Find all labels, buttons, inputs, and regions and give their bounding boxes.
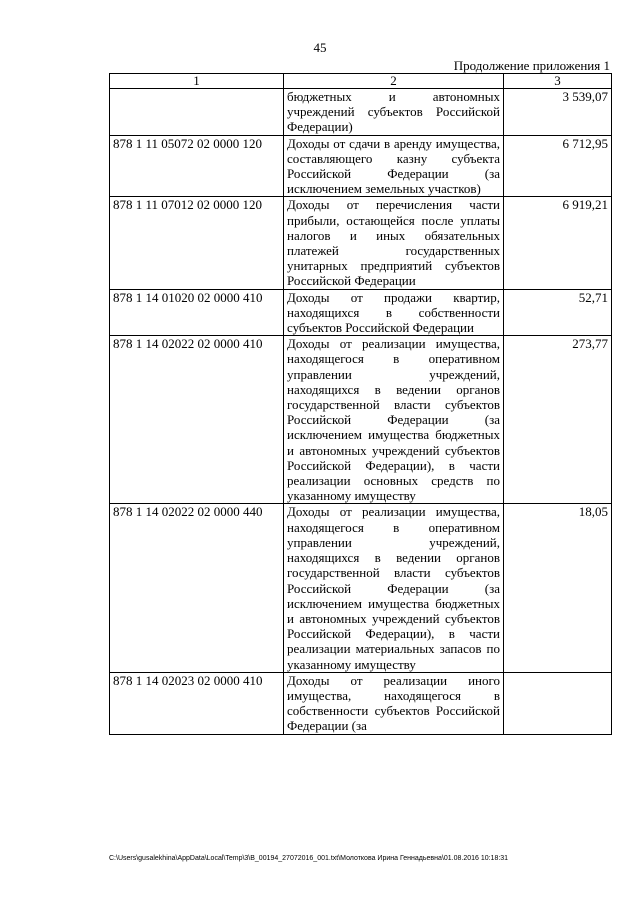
row-amount: 273,77 (504, 336, 612, 504)
row-code: 878 1 14 02022 02 0000 440 (110, 504, 284, 672)
row-code (110, 89, 284, 136)
row-description: бюджетных и автономных учреждений субъектов Российской Федерации) (284, 89, 504, 136)
header-col-3: 3 (504, 74, 612, 89)
file-path-footer: C:\Users\gusalekhina\AppData\Local\Temp\3\В_00194_27072016_001.txt\Молоткова Ирина Геннадьевна\01.08.2016 10:18:31 (109, 855, 509, 862)
table-row (110, 197, 612, 289)
table-row (110, 504, 612, 672)
row-description: Доходы от сдачи в аренду имущества, составляющего казну субъекта Российской Федерации (за исключением земельных участков) (284, 135, 504, 197)
row-amount: 18,05 (504, 504, 612, 672)
header-col-2: 2 (284, 74, 504, 89)
page-number: 45 (313, 40, 327, 55)
header-col-1: 1 (110, 74, 284, 89)
row-description: Доходы от продажи квартир, находящихся в собственности субъектов Российской Федерации (284, 289, 504, 336)
table-row (110, 135, 612, 197)
row-code: 878 1 11 07012 02 0000 120 (110, 197, 284, 289)
table-header-row (110, 74, 612, 89)
table-row (110, 336, 612, 504)
row-code: 878 1 14 02023 02 0000 410 (110, 672, 284, 734)
row-amount (504, 672, 612, 734)
row-amount: 6 919,21 (504, 197, 612, 289)
table-row (110, 672, 612, 734)
row-amount: 52,71 (504, 289, 612, 336)
row-code: 878 1 14 02022 02 0000 410 (110, 336, 284, 504)
row-code: 878 1 11 05072 02 0000 120 (110, 135, 284, 197)
continuation-label: Продолжение приложения 1 (453, 58, 610, 73)
budget-revenue-table (109, 73, 612, 735)
row-amount: 6 712,95 (504, 135, 612, 197)
row-description: Доходы от перечисления части прибыли, остающейся после уплаты налогов и иных обязательных платежей государственных унитарных предприятий субъектов Российской Федерации (284, 197, 504, 289)
table-row (110, 89, 612, 136)
row-amount: 3 539,07 (504, 89, 612, 136)
row-description: Доходы от реализации иного имущества, находящегося в собственности субъектов Российской Федерации (за (284, 672, 504, 734)
row-description: Доходы от реализации имущества, находящегося в оперативном управлении учреждений, находящихся в ведении органов государственной власти субъектов Российской Федерации (за исключением имущества бюджетных и автономных учреждений субъектов Российской Федерации), в части реализации материальных запасов по указанному имуществу (284, 504, 504, 672)
table-row (110, 289, 612, 336)
row-code: 878 1 14 01020 02 0000 410 (110, 289, 284, 336)
row-description: Доходы от реализации имущества, находящегося в оперативном управлении учреждений, находящихся в ведении органов государственной власти субъектов Российской Федерации (за исключением имущества бюджетных и автономных учреждений субъектов Российской Федерации), в части реализации основных средств по указанному имуществу (284, 336, 504, 504)
